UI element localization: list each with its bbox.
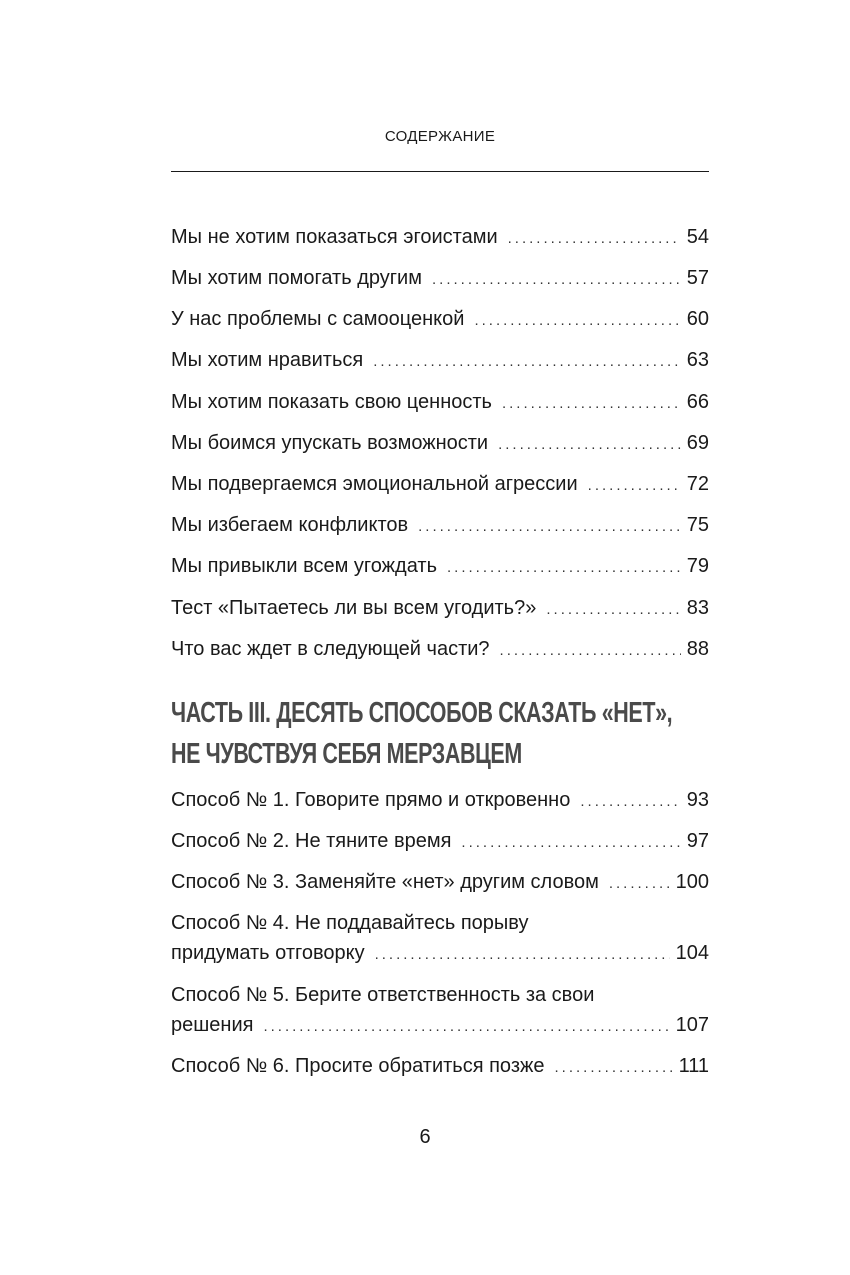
header-rule — [171, 171, 709, 172]
toc-entry-page: 97 — [686, 830, 709, 852]
toc-entry[interactable] — [171, 222, 709, 254]
toc-entry-title: Что вас ждет в следующей части? — [171, 638, 490, 660]
toc-entry-page: 66 — [686, 391, 709, 413]
dot-leader — [461, 828, 680, 858]
dot-leader — [609, 869, 670, 899]
toc-entry[interactable] — [171, 469, 709, 501]
toc-entry-page: 63 — [686, 349, 709, 371]
page-number: 6 — [419, 1126, 431, 1148]
toc-entry[interactable] — [171, 980, 709, 1042]
toc-entry[interactable] — [171, 428, 709, 460]
dot-leader — [375, 940, 670, 970]
dot-leader — [580, 787, 680, 817]
dot-leader — [474, 306, 680, 336]
toc-entry-page: 75 — [686, 514, 709, 536]
dot-leader — [502, 389, 681, 419]
toc-entry-title: Мы избегаем конфликтов — [171, 514, 409, 536]
toc-entry-title: Мы не хотим показаться эгоистами — [171, 226, 498, 248]
toc-entry-title: Мы привыкли всем угождать — [171, 555, 437, 577]
toc-entry[interactable] — [171, 593, 709, 625]
toc-entry-page: 104 — [675, 942, 709, 964]
dot-leader — [546, 595, 680, 625]
toc-entry-title: Способ № 2. Не тяните время — [171, 830, 452, 852]
toc-entry-title: Способ № 3. Заменяйте «нет» другим словом — [171, 871, 599, 893]
toc-entry-title: Мы боимся упускать возможности — [171, 432, 489, 454]
toc-entry-page: 107 — [675, 1014, 709, 1036]
toc-entry-page: 111 — [678, 1055, 709, 1077]
toc-entry[interactable] — [171, 826, 709, 858]
dot-leader — [418, 512, 681, 542]
toc-entry-title-line1: Способ № 5. Берите ответственность за свои — [171, 984, 595, 1006]
toc-entry-page: 57 — [686, 267, 709, 289]
toc-entry-page: 83 — [686, 597, 709, 619]
toc-entry-title: придумать отговорку — [171, 942, 365, 964]
toc-entry-title: Мы хотим нравиться — [171, 349, 364, 371]
toc-entry[interactable] — [171, 867, 709, 899]
dot-leader — [447, 553, 681, 583]
toc-entry-page: 93 — [686, 789, 709, 811]
toc-entry-title: Мы хотим показать свою ценность — [171, 391, 492, 413]
part-heading-line1: ЧАСТЬ III. ДЕСЯТЬ СПОСОБОВ СКАЗАТЬ «НЕТ», — [171, 697, 673, 729]
part-heading-line2: НЕ ЧУВСТВУЯ СЕБЯ МЕРЗАВЦЕМ — [171, 738, 522, 770]
toc-entry-title: Мы хотим помогать другим — [171, 267, 422, 289]
toc-entry-page: 69 — [686, 432, 709, 454]
dot-leader — [508, 224, 681, 254]
toc-entry[interactable] — [171, 785, 709, 817]
toc-entry[interactable] — [171, 387, 709, 419]
toc-entry[interactable] — [171, 551, 709, 583]
toc-entry-page: 100 — [675, 871, 709, 893]
toc-entry-page: 60 — [686, 308, 709, 330]
dot-leader — [432, 265, 681, 295]
toc-entry-title: Мы подвергаемся эмоциональной агрессии — [171, 473, 578, 495]
toc-entry[interactable] — [171, 345, 709, 377]
toc-entry-title: У нас проблемы с самооценкой — [171, 308, 465, 330]
toc-entry[interactable] — [171, 263, 709, 295]
dot-leader — [588, 471, 681, 501]
part-heading[interactable] — [171, 693, 709, 775]
running-header: СОДЕРЖАНИЕ — [384, 128, 496, 145]
toc-entry-page: 79 — [686, 555, 709, 577]
dot-leader — [263, 1012, 669, 1042]
toc-entry-title: Способ № 6. Просите обратиться позже — [171, 1055, 545, 1077]
toc-entry-page: 72 — [686, 473, 709, 495]
toc-entry[interactable] — [171, 1051, 709, 1083]
toc-entry-title: Способ № 1. Говорите прямо и откровенно — [171, 789, 571, 811]
toc-entry[interactable] — [171, 908, 709, 970]
toc-entry-title-line1: Способ № 4. Не поддавайтесь порыву — [171, 912, 529, 934]
toc-entry-title: решения — [171, 1014, 254, 1036]
toc-entry[interactable] — [171, 510, 709, 542]
dot-leader — [555, 1053, 673, 1083]
dot-leader — [373, 347, 681, 377]
toc-entry-title: Тест «Пытаетесь ли вы всем угодить?» — [171, 597, 537, 619]
dot-leader — [498, 430, 681, 460]
dot-leader — [500, 636, 681, 666]
toc-entry-page: 88 — [686, 638, 709, 660]
toc-entry[interactable] — [171, 304, 709, 336]
toc-entry[interactable] — [171, 634, 709, 666]
toc-entry-page: 54 — [686, 226, 709, 248]
